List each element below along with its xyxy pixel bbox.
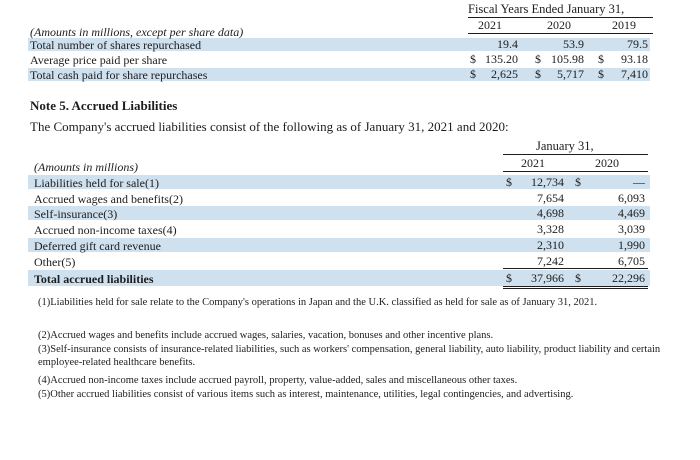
row-label: Average price paid per share [30,53,168,67]
footnote-2: (2)Accrued wages and benefits include accrued wages, salaries, vacation, bonuses and other incentive plans. [38,330,494,341]
cell-2021: 7,242 [537,254,564,268]
cell-2020: 6,705 [618,254,645,268]
dollar-sign: $ [506,175,512,189]
footnote-4: (4)Accrued non-income taxes include accrued payroll, property, value-added, sales and miscellaneous other taxes. [38,375,518,386]
dollar-sign: $ [535,52,541,66]
row-label: Self-insurance(3) [34,207,118,221]
row-label: Liabilities held for sale(1) [34,176,159,190]
header-rule [468,33,653,34]
dollar-sign: $ [575,271,581,285]
cell-2020: 3,039 [618,222,645,236]
row-label: Deferred gift card revenue [34,239,161,253]
cell-2021: 135.20 [485,52,518,66]
header-rule [503,154,648,155]
footnote-1: (1)Liabilities held for sale relate to the Company's operations in Japan and the U.K. classified as held for sale as of January 31, 2021. [38,297,598,308]
row-label: Accrued non-income taxes(4) [34,223,177,237]
row-label: Total cash paid for share repurchases [30,68,208,82]
col-header-2021: 2021 [478,18,502,32]
cell-2020: 53.9 [563,37,584,51]
subtotal-rule [503,268,648,269]
dollar-sign: $ [470,52,476,66]
dollar-sign: $ [575,175,581,189]
row-label: Accrued wages and benefits(2) [34,192,183,206]
dollar-sign: $ [535,67,541,81]
note-title: Note 5. Accrued Liabilities [30,98,178,113]
note-intro: The Company's accrued liabilities consist of the following as of January 31, 2021 and 2020: [30,119,509,134]
cell-2020: 5,717 [557,67,584,81]
cell-2021: 7,654 [537,191,564,205]
fiscal-period-header: Fiscal Years Ended January 31, [468,2,625,16]
cell-2021: 2,310 [537,238,564,252]
footnote-5: (5)Other accrued liabilities consist of various items such as interest, maintenance, utilities, legal contingencies, and advertising. [38,389,574,400]
cell-2021: 19.4 [497,37,518,51]
col-header-2020: 2020 [595,156,619,170]
date-header: January 31, [536,139,594,153]
footnote-3: (3)Self-insurance consists of insurance-related liabilities, such as workers' compensation, general liability, auto liability, product liability and certain employee-related healthcare benefits. [38,344,661,368]
dollar-sign: $ [598,67,604,81]
row-label: Other(5) [34,255,76,269]
amounts-note: (Amounts in millions, except per share data) [30,25,244,39]
total-double-rule [503,286,648,287]
row-label: Total number of shares repurchased [30,38,202,52]
header-rule [503,171,648,172]
amounts-note: (Amounts in millions) [34,160,138,174]
total-label: Total accrued liabilities [34,272,154,286]
col-header-2020: 2020 [547,18,571,32]
total-2020: 22,296 [612,271,645,285]
cell-2020: 4,469 [618,206,645,220]
col-header-2021: 2021 [521,156,545,170]
cell-2020: 105.98 [551,52,584,66]
cell-2020: — [633,175,645,189]
col-header-2019: 2019 [612,18,636,32]
dollar-sign: $ [506,271,512,285]
total-2021: 37,966 [531,271,564,285]
cell-2019: 79.5 [627,37,648,51]
total-double-rule [503,288,648,289]
cell-2019: 93.18 [621,52,648,66]
dollar-sign: $ [470,67,476,81]
cell-2019: 7,410 [621,67,648,81]
cell-2020: 1,990 [618,238,645,252]
cell-2021: 3,328 [537,222,564,236]
dollar-sign: $ [598,52,604,66]
cell-2021: 4,698 [537,206,564,220]
cell-2021: 12,734 [531,175,564,189]
cell-2020: 6,093 [618,191,645,205]
cell-2021: 2,625 [491,67,518,81]
